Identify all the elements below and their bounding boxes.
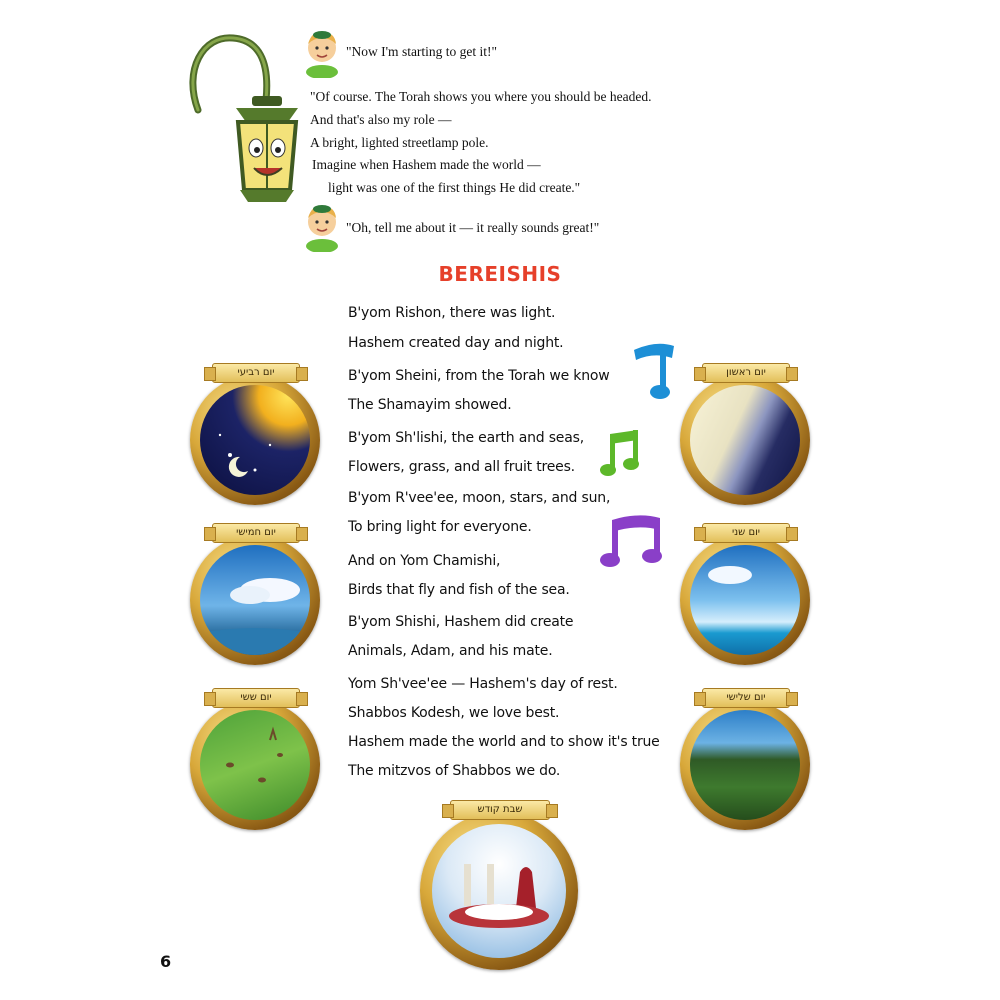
- medallion-banner: יום רביעי: [212, 363, 300, 383]
- lamp-dialogue-line-2: And that's also my role —: [310, 112, 452, 127]
- poem-line: B'yom Sh'lishi, the earth and seas,: [348, 430, 584, 446]
- medallion-banner: שבת קודש: [450, 800, 550, 820]
- boy-avatar-icon: [302, 200, 342, 252]
- poem-line: Yom Sh'vee'ee — Hashem's day of rest.: [348, 676, 618, 692]
- poem-line: Flowers, grass, and all fruit trees.: [348, 459, 575, 475]
- music-note-purple-icon: [598, 512, 666, 576]
- earth-trees-scene: [690, 710, 800, 820]
- sky-clouds-sea-scene: [200, 545, 310, 655]
- poem-line: B'yom R'vee'ee, moon, stars, and sun,: [348, 490, 611, 506]
- poem-line: Birds that fly and fish of the sea.: [348, 582, 570, 598]
- poem-line: Hashem made the world and to show it's true: [348, 734, 660, 750]
- medallion-banner: יום חמישי: [212, 523, 300, 543]
- poem-line: The mitzvos of Shabbos we do.: [348, 763, 561, 779]
- poem-line: To bring light for everyone.: [348, 519, 532, 535]
- poem-line: Animals, Adam, and his mate.: [348, 643, 553, 659]
- night-sun-moon-scene: [200, 385, 310, 495]
- music-note-green-icon: [598, 428, 644, 486]
- green-hills-animals-scene: [200, 710, 310, 820]
- lamp-dialogue-line-3: A bright, lighted streetlamp pole.: [310, 135, 489, 150]
- streetlamp-character-icon: [178, 30, 303, 205]
- medallion-banner: יום שלישי: [702, 688, 790, 708]
- lamp-dialogue-line-5: light was one of the first things He did create.": [328, 180, 581, 195]
- boy-dialogue-2: "Oh, tell me about it — it really sounds great!": [346, 220, 600, 235]
- page-title: BEREISHIS: [438, 262, 562, 286]
- sky-water-scene: [690, 545, 800, 655]
- light-dark-scene: [690, 385, 800, 495]
- medallion-banner: יום ששי: [212, 688, 300, 708]
- music-note-blue-icon: [626, 340, 682, 402]
- boy-avatar-icon: [302, 26, 342, 78]
- lamp-dialogue-line-4: Imagine when Hashem made the world —: [312, 157, 541, 172]
- poem-line: Shabbos Kodesh, we love best.: [348, 705, 560, 721]
- poem-line: The Shamayim showed.: [348, 397, 512, 413]
- boy-dialogue-1: "Now I'm starting to get it!": [346, 44, 498, 59]
- poem-line: Hashem created day and night.: [348, 335, 564, 351]
- poem-line: B'yom Shishi, Hashem did create: [348, 614, 574, 630]
- lamp-dialogue-line-1: "Of course. The Torah shows you where you should be headed.: [310, 89, 652, 104]
- page-number: 6: [160, 952, 172, 971]
- poem-line: B'yom Rishon, there was light.: [348, 305, 556, 321]
- medallion-banner: יום שני: [702, 523, 790, 543]
- medallion-banner: יום ראשון: [702, 363, 790, 383]
- shabbos-table-scene: [432, 824, 566, 958]
- poem-line: And on Yom Chamishi,: [348, 553, 501, 569]
- poem-line: B'yom Sheini, from the Torah we know: [348, 368, 610, 384]
